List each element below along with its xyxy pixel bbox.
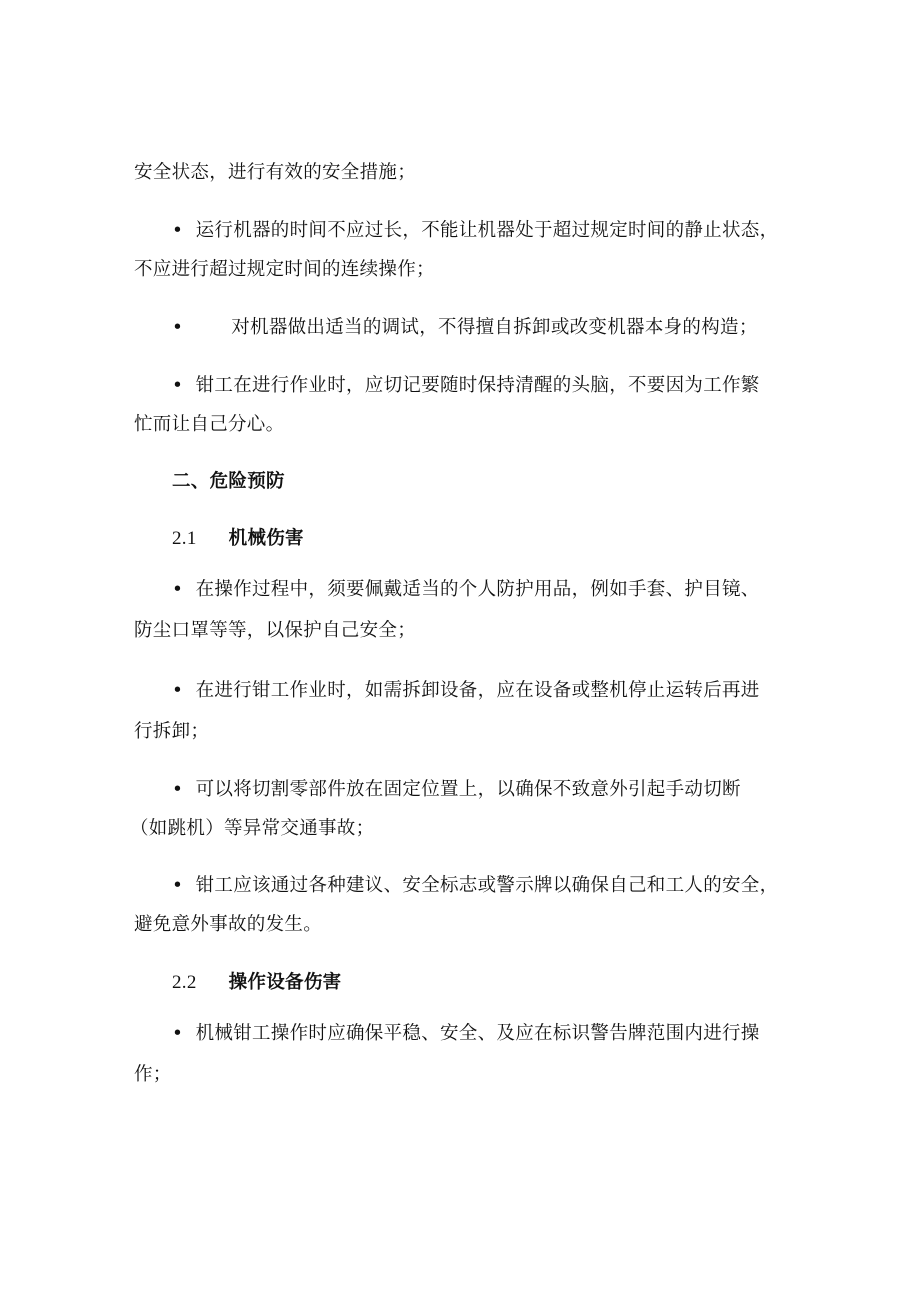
bullet-item [172,777,741,803]
bullet-icon: • [172,317,184,338]
subsection-title: 操作设备伤害 [228,972,342,993]
bullet-text: 机械钳工操作时应确保平稳、安全、及应在标识警告牌范围内进行操 [195,1023,760,1044]
bullet-icon: • [172,579,184,600]
subsection-number: 2.2 [172,972,197,993]
bullet-continuation: 行拆卸； [134,721,210,742]
bullet-icon: • [172,680,184,701]
bullet-text: 在进行钳工作业时，如需拆卸设备，应在设备或整机停止运转后再进 [195,680,760,701]
subsection-number: 2.1 [172,528,197,549]
bullet-icon: • [172,220,184,241]
bullet-icon: • [172,875,184,896]
subsection-heading [172,970,341,996]
bullet-text: 钳工在进行作业时，应切记要随时保持清醒的头脑，不要因为工作繁 [195,375,760,396]
bullet-continuation: 避免意外事故的发生。 [134,914,323,935]
bullet-item [172,873,778,899]
subsection-title: 机械伤害 [228,528,304,549]
bullet-continuation: 忙而让自己分心。 [134,414,285,435]
bullet-continuation: 不应进行超过规定时间的连续操作； [134,259,435,280]
bullet-text: 可以将切割零部件放在固定位置上，以确保不致意外引起手动切断 [195,779,741,800]
bullet-icon: • [172,1023,184,1044]
bullet-item [172,315,758,341]
bullet-item [172,218,778,244]
bullet-item [172,678,760,704]
bullet-text: 对机器做出适当的调试，不得擅自拆卸或改变机器本身的构造； [231,317,758,338]
bullet-icon: • [172,375,184,396]
bullet-continuation: 作； [134,1064,172,1085]
bullet-item [172,577,760,603]
bullet-item [172,1021,760,1047]
bullet-text: 运行机器的时间不应过长，不能让机器处于超过规定时间的静止状态， [195,220,779,241]
bullet-continuation: 防尘口罩等等，以保护自己安全； [134,620,417,641]
bullet-icon: • [172,779,184,800]
bullet-item [172,373,760,399]
bullet-text: 在操作过程中，须要佩戴适当的个人防护用品，例如手套、护目镜、 [195,579,760,600]
bullet-continuation: （如跳机）等异常交通事故； [130,818,375,839]
subsection-heading [172,526,304,552]
bullet-text: 钳工应该通过各种建议、安全标志或警示牌以确保自己和工人的安全， [195,875,779,896]
paragraph-line: 安全状态，进行有效的安全措施； [134,162,417,183]
section-heading: 二、危险预防 [172,471,285,492]
